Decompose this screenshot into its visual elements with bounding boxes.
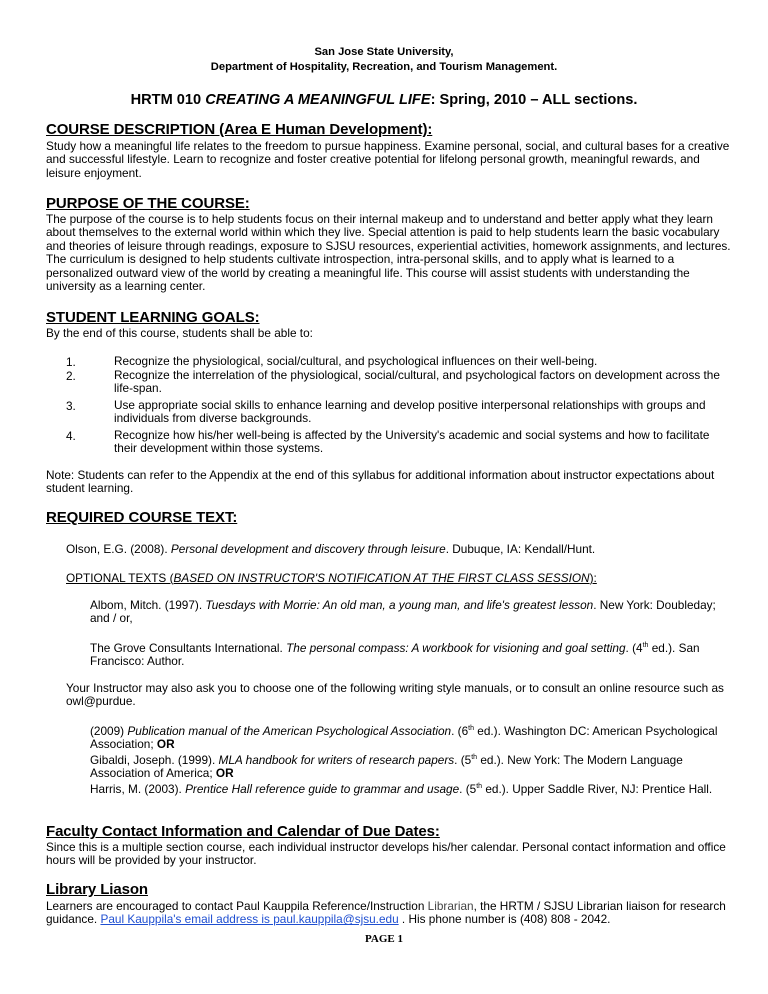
- goals-note: Note: Students can refer to the Appendix at the end of this syllabus for additional information about instructor expectations about student learning.: [46, 468, 715, 496]
- library-text-mid: , the HRTM / SJSU Librarian liaison for research guidance.: [46, 899, 726, 927]
- course-title: [0, 92, 768, 108]
- ref-rest2: ed.). Upper Saddle River, NJ: Prentice Hall.: [482, 782, 713, 796]
- university-name: San Jose State University,: [314, 46, 454, 58]
- required-citation: [66, 543, 736, 556]
- course-name: CREATING A MEANINGFUL LIFE: [205, 92, 431, 108]
- ref-rest2: ed.). Washington DC: American Psychological Association;: [90, 724, 718, 752]
- goal-number: 4.: [66, 429, 76, 443]
- ref-title: Tuesdays with Morrie: An old man, a young man, and life's greatest lesson: [205, 598, 594, 612]
- ref-author: The Grove Consultants International.: [90, 641, 287, 655]
- goal-text: Recognize how his/her well-being is affected by the University's academic and social systems and how to facilitate their development within those systems.: [114, 428, 710, 456]
- ref-title: MLA handbook for writers of research papers: [218, 753, 455, 767]
- goal-number: 2.: [66, 369, 76, 383]
- ref-rest: . (5: [459, 782, 477, 796]
- optional-texts-label: [66, 572, 736, 585]
- manuals-intro: Your Instructor may also ask you to choose one of the following writing style manuals, or to consult an online resource such as owl@purdue.: [66, 681, 724, 709]
- course-description-heading: COURSE DESCRIPTION (Area E Human Development):: [46, 121, 433, 138]
- ref-sup: th: [476, 783, 483, 791]
- optional-close: ):: [589, 571, 597, 585]
- optional-text-item: [90, 642, 735, 669]
- department-name: Department of Hospitality, Recreation, and Tourism Management.: [210, 61, 558, 73]
- ref-author: (2009): [90, 724, 128, 738]
- course-description-text: Study how a meaningful life relates to the freedom to pursue happiness. Examine personal, social, and cultural bases for a creative and successful lifestyle. Learn to recognize and foster creative potential for lifelong personal growth, meaningful rewards, and leisure enjoyment.: [46, 139, 730, 180]
- ref-title: The personal compass: A workbook for visioning and goal setting: [286, 641, 626, 655]
- ref-author: Gibaldi, Joseph. (1999).: [90, 753, 219, 767]
- learning-goals-intro: By the end of this course, students shall be able to:: [46, 326, 313, 340]
- ref-sup: th: [468, 725, 474, 733]
- optional-text-item: [90, 599, 735, 626]
- optional-note: BASED ON INSTRUCTOR'S NOTIFICATION AT THE FIRST CLASS SESSION: [173, 571, 590, 585]
- required-text-heading: REQUIRED COURSE TEXT:: [46, 509, 238, 526]
- library-liaison-heading: Library Liason: [46, 881, 148, 898]
- ref-rest: . (5: [454, 753, 472, 767]
- manual-item: [90, 725, 735, 752]
- ref-rest: . (4: [625, 641, 643, 655]
- purpose-text: The purpose of the course is to help students focus on their internal makeup and to understand and better apply what they learn about themselves to the external world within which they live. Special attention is paid to help students learn the basic vocabulary and theories of leisure through readings, exposure to SJSU resources, experiential activities, homework assignments, and lectures. The curriculum is designed to help students cultivate introspection, intra-personal skills, and to apply what is learned to a personalized outward view of the world by creating a meaningful life. This course will assist students with understanding the university as a learning center.: [46, 212, 731, 294]
- goal-text: Recognize the interrelation of the physiological, social/cultural, and psychological factors on development across the life-span.: [114, 368, 720, 396]
- course-code: HRTM 010: [130, 92, 206, 108]
- ref-or: OR: [215, 766, 234, 781]
- ref-title: Prentice Hall reference guide to grammar and usage: [185, 782, 460, 796]
- ref-rest: . (6: [451, 724, 469, 738]
- citation-publisher: . Dubuque, IA: Kendall/Hunt.: [445, 542, 596, 556]
- optional-label: OPTIONAL TEXTS (: [66, 571, 174, 585]
- citation-author: Olson, E.G. (2008).: [66, 542, 171, 556]
- goal-text: Use appropriate social skills to enhance learning and develop positive interpersonal relationships with groups and individuals from diverse backgrounds.: [114, 398, 706, 426]
- purpose-heading: PURPOSE OF THE COURSE:: [46, 195, 250, 212]
- course-term: : Spring, 2010 – ALL sections.: [430, 92, 638, 108]
- faculty-contact-text: Since this is a multiple section course, each individual instructor develops his/her calendar. Personal contact information and office hours will be provided by your instructor.: [46, 840, 726, 868]
- ref-author: Harris, M. (2003).: [90, 782, 186, 796]
- library-text-start: Learners are encouraged to contact Paul Kauppila Reference/Instruction: [46, 899, 428, 913]
- faculty-contact-heading: Faculty Contact Information and Calendar of Due Dates:: [46, 823, 440, 840]
- goal-text: Recognize the physiological, social/cultural, and psychological influences on their well-being.: [114, 354, 598, 368]
- manual-item: [90, 783, 735, 796]
- ref-rest2: ed.). New York: The Modern Language Association of America;: [90, 753, 683, 781]
- page-number: PAGE 1: [365, 933, 403, 945]
- ref-author: Albom, Mitch. (1997).: [90, 598, 206, 612]
- ref-or: OR: [156, 737, 175, 752]
- learning-goals-heading: STUDENT LEARNING GOALS:: [46, 309, 260, 326]
- manual-item: [90, 754, 735, 781]
- goal-number: 1.: [66, 355, 76, 369]
- ref-sup: th: [471, 754, 478, 762]
- ref-title: Publication manual of the American Psychological Association: [127, 724, 452, 738]
- ref-rest: . New York: Doubleday; and / or,: [90, 598, 716, 626]
- librarian-email-link[interactable]: Paul Kauppila's email address is paul.kauppila@sjsu.edu: [100, 912, 399, 927]
- library-liaison-text: [46, 900, 736, 927]
- library-phone-text: . His phone number is (408) 808 - 2042.: [398, 912, 611, 927]
- librarian-word: Librarian: [427, 899, 474, 913]
- ref-rest2: ed.). San Francisco: Author.: [90, 641, 700, 669]
- ref-sup: th: [642, 642, 649, 650]
- citation-title: Personal development and discovery through leisure: [170, 542, 446, 556]
- goal-number: 3.: [66, 399, 76, 413]
